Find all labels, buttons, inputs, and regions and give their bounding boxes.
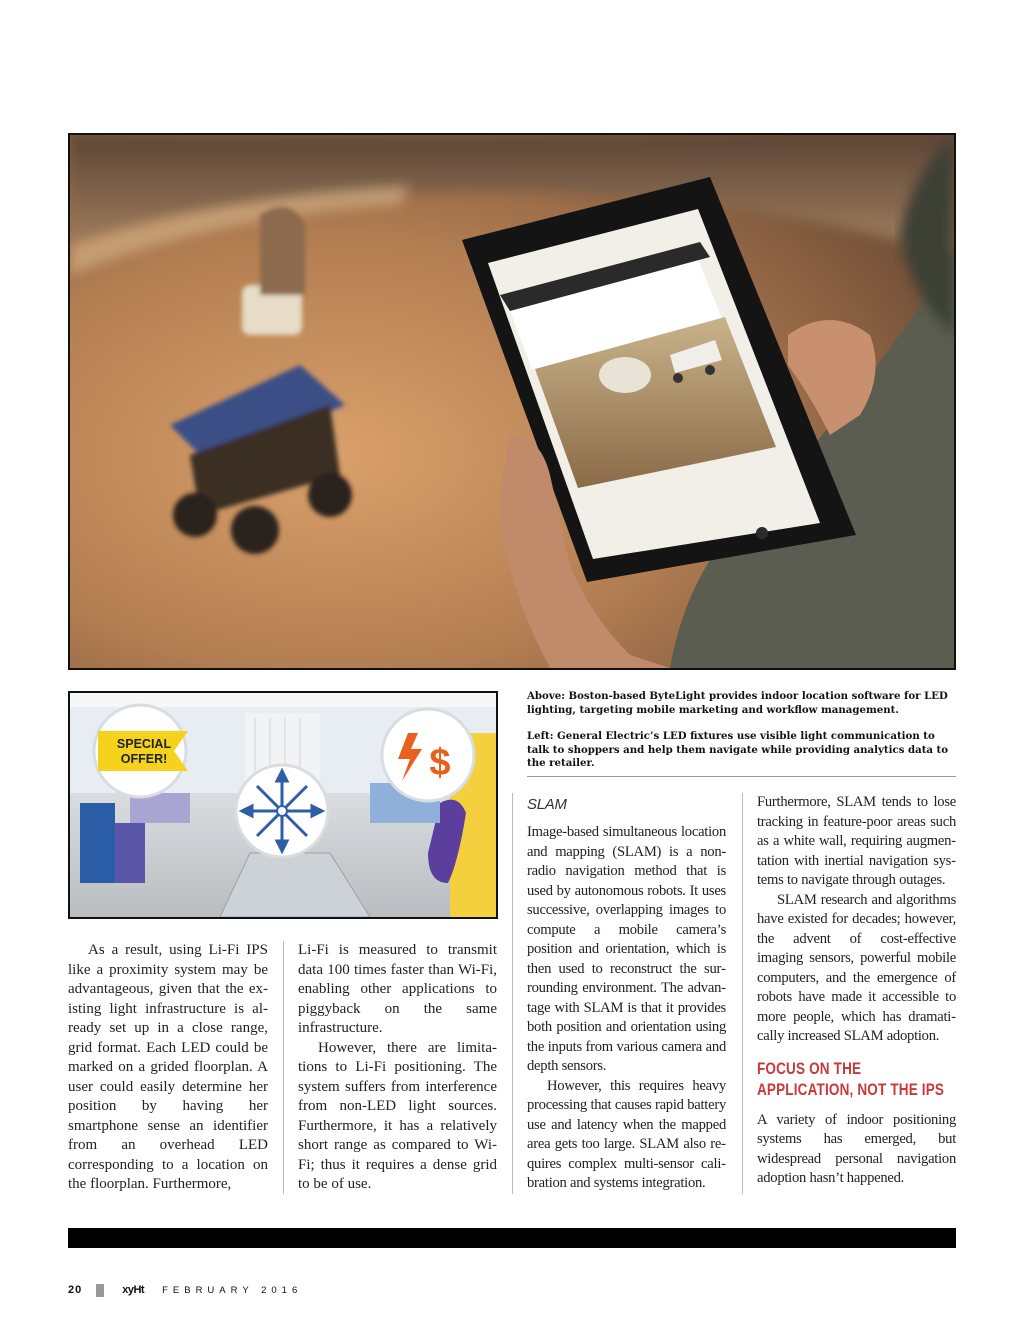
dollar-sign: $: [429, 742, 451, 784]
lightning-dollar-icon: [382, 709, 474, 801]
hero-photo: [68, 133, 956, 670]
magazine-name: xyHt: [122, 1284, 145, 1296]
special-offer-line1: SPECIAL: [116, 737, 172, 751]
col4-paragraph-1: Furthermore, SLAM tends to lose tracking in feature-poor areas such as a white wall, requiring augmentation with inertial navigation systems to navigate through outages.: [757, 794, 956, 888]
col3-paragraph-1: Image-based simultaneous location and mapping (SLAM) is a non-radio navigation method that is used by autonomous robots. It uses successive, overlapping images to compute a mobile camera’s position and orientation, which is then used to reconstruct the surrounding environment. The advantage with SLAM is that it provides both position and orientation using the inputs from various camera and depth sensors.: [527, 824, 726, 1074]
article-column-3: [527, 823, 726, 1194]
col1-paragraph: As a result, using Li-Fi IPS like a proximity system may be advantageous, given that the existing light infrastructure is already set up in a close range, grid format. Each LED could be marked on a grided floorplan. A user could easily determine her position by having her smartphone sense an identifier from an overhead LED corresponding to a location on the floorplan. Furthermore,: [68, 942, 268, 1192]
col4-paragraph-2: SLAM research and algorithms have existed for decades; however, the advent of cost-effective imaging sensors, powerful mobile computers, and the emergence of robots have made it accessible to more people, which has dramatically increased SLAM adoption.: [757, 891, 956, 1044]
compass-icon: [236, 765, 328, 857]
store-illustration: [68, 691, 498, 919]
folio-block: [96, 1284, 104, 1297]
column-divider: [742, 793, 743, 1194]
article-column-1: [68, 941, 268, 1195]
special-offer-badge: [94, 705, 188, 797]
issue-date: FEBRUARY 2016: [162, 1284, 303, 1296]
section-heading: FOCUS ON THE APPLICATION, NOT THE IPS: [757, 1059, 945, 1099]
col4-paragraph-3: A variety of indoor positioning systems has emerged, but widespread personal navigation adoption hasn’t happened.: [757, 1111, 956, 1186]
caption-left: Left: General Electric’s LED fixtures use visible light communication to talk to shoppers and help them navigate while providing analytics data to the retailer.: [527, 730, 949, 770]
col2-paragraph-2: However, there are limitations to Li-Fi positioning. The system suffers from interference from non-LED light sources. Furthermore, it has a relatively short range as compared to Wi-Fi; thus it requires a dense grid to be of use.: [298, 1039, 497, 1192]
page-number: 20: [68, 1284, 83, 1296]
article-column-2: [298, 941, 497, 1195]
article-column-4: [757, 793, 956, 1189]
slam-heading: SLAM: [527, 796, 567, 813]
rover-tablet-photo: [70, 135, 954, 668]
photo-captions: [527, 690, 959, 784]
column-divider: [512, 793, 513, 1194]
col3-paragraph-2: However, this requires heavy processing that causes rapid battery use and latency when the mapped area gets too large. SLAM also requires complex multi-sensor calibration and systems integration.: [527, 1077, 726, 1191]
caption-above: Above: Boston-based ByteLight provides indoor location software for LED lighting, targeting mobile marketing and workflow management.: [527, 690, 948, 716]
caption-divider: [527, 776, 956, 777]
li-fi-store-graphic: [70, 693, 496, 917]
page-folio: [68, 1283, 302, 1297]
footer-bar: [68, 1228, 956, 1248]
column-divider: [283, 941, 284, 1194]
special-offer-line2: OFFER!: [120, 752, 168, 766]
col2-paragraph-1: Li-Fi is measured to transmit data 100 times faster than Wi-Fi, enabling other applications to piggyback on the same infrastructure.: [298, 942, 497, 1036]
